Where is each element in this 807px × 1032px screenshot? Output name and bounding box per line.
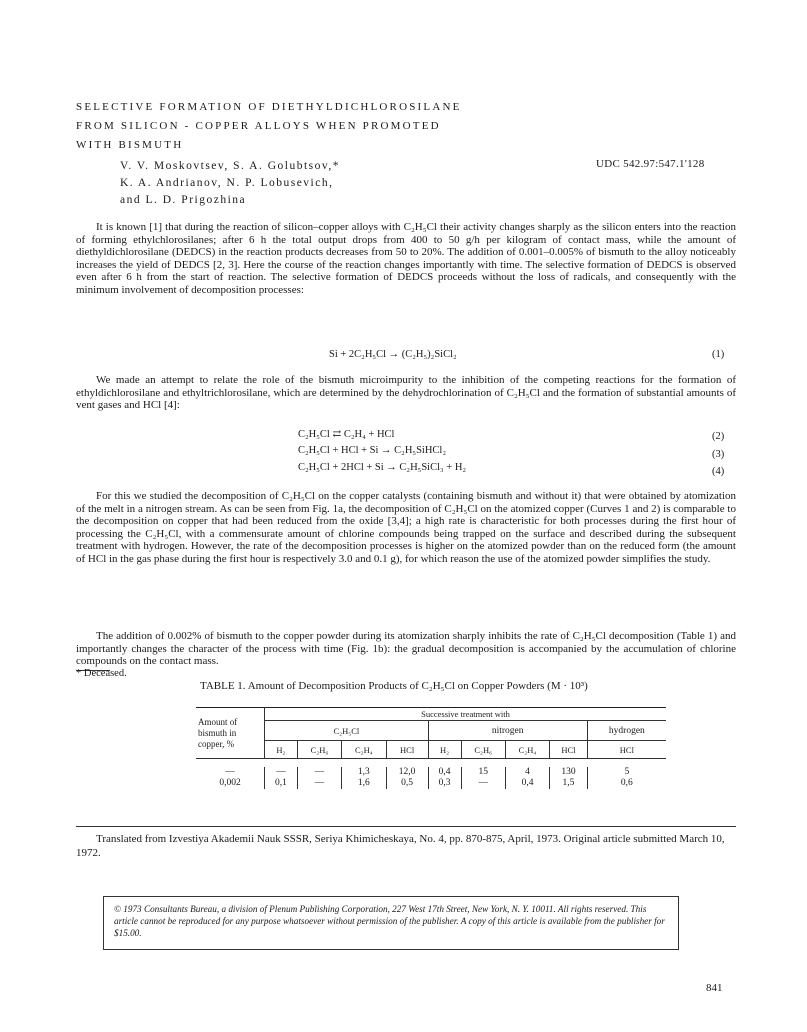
table-cell: 12,0: [386, 767, 428, 778]
equation-3: C₂H₅Cl + HCl + Si → C₂H₅SiHCl₂: [298, 445, 447, 456]
table-subheader: H₂: [265, 741, 298, 759]
table-cell: 0,002: [219, 777, 241, 788]
table-header-amount: [196, 708, 265, 759]
table-subheader: C₂H₄: [505, 741, 549, 759]
table-cell: 1,6: [342, 778, 386, 789]
title-line: FROM SILICON - COPPER ALLOYS WHEN PROMOTED: [76, 120, 441, 132]
footnote-deceased: * Deceased.: [76, 668, 127, 679]
table-cell: —: [297, 767, 341, 778]
udc-code: UDC 542.97:547.1'128: [596, 158, 705, 170]
table-subheader: C₂H₆: [297, 741, 341, 759]
table-subheader: C₂H₄: [342, 741, 386, 759]
table-subheader: HCl: [386, 741, 428, 759]
table-cell: —: [265, 767, 298, 778]
paragraph-bismuth: [76, 630, 736, 668]
table-cell: 0,4: [428, 767, 461, 778]
table-subheader: HCl: [587, 741, 666, 759]
table-header-line: bismuth in: [198, 727, 237, 738]
table-caption: TABLE 1. Amount of Decomposition Products of C₂H₅Cl on Copper Powders (M · 10³): [200, 680, 588, 692]
paragraph-text: We made an attempt to relate the role of the bismuth microimpurity to the inhibition of the competing reactions for the formation of ethyldichlorosilane and ethyltrichlorosilane, which are determined by the dehydrochlorination of C₂H₅Cl and the formation of substantial amounts of vent gases and HCl [4]:: [76, 374, 736, 412]
paragraph-intro: [76, 221, 736, 297]
paragraph-text: The addition of 0.002% of bismuth to the copper powder during its atomization sharply inhibits the rate of C₂H₅Cl decomposition (Table 1) and importantly changes the character of the process with time (Fig. 1b): the gradual decomposition is accompanied by the accumulation of chlorine compounds on the contact mass.: [76, 630, 736, 668]
copyright-box: [103, 896, 679, 950]
equation-number: (3): [712, 449, 725, 460]
translation-text: Translated from Izvestiya Akademii Nauk SSSR, Seriya Khimicheskaya, No. 4, pp. 870-875, April, 1973. Original article submitted March 10, 1972.: [76, 833, 725, 859]
paragraph-aim: [76, 374, 736, 412]
table-cell: —: [297, 778, 341, 789]
equation-number: (1): [712, 349, 725, 360]
title-line: WITH BISMUTH: [76, 139, 184, 151]
translation-divider: [76, 826, 736, 827]
table-cell: 5: [587, 767, 666, 778]
page-number: 841: [706, 982, 723, 994]
copyright-text: © 1973 Consultants Bureau, a division of Plenum Publishing Corporation, 227 West 17th Street, New York, N. Y. 10011. All rights reserved. This article cannot be reproduced for any purpose whatsoever without permission of the publisher. A copy of this article is available from the publisher for $15.00.: [114, 904, 665, 938]
table-group-hydrogen: hydrogen: [587, 721, 666, 741]
article-title: [76, 98, 716, 155]
table-group-header: Successive treatment with: [265, 708, 667, 721]
paragraph-study: [76, 490, 736, 566]
table-group-nitrogen: nitrogen: [428, 721, 587, 741]
authors-line: and L. D. Prigozhina: [120, 194, 247, 206]
table-cell: 15: [461, 767, 505, 778]
table-cell: 0,1: [265, 778, 298, 789]
table-group-c2h5cl: C₂H₅Cl: [265, 721, 429, 741]
equation-number: (4): [712, 466, 725, 477]
table-cell: 0,4: [505, 778, 549, 789]
table-cell: 130: [550, 767, 588, 778]
authors-line: V. V. Moskovtsev, S. A. Golubtsov,*: [120, 160, 341, 172]
table-cell: 0,6: [587, 778, 666, 789]
table-subheader: C₂H₆: [461, 741, 505, 759]
equation-number: (2): [712, 431, 725, 442]
table-subheader: H₂: [428, 741, 461, 759]
table-cell: 1,3: [342, 767, 386, 778]
authors-line: K. A. Andrianov, N. P. Lobusevich,: [120, 177, 334, 189]
paragraph-text: For this we studied the decomposition of C₂H₅Cl on the copper catalysts (containing bismuth and without it) that were obtained by atomization of the melt in a nitrogen stream. As can be seen from Fig. 1a, the decomposition of C₂H₅Cl on the atomized copper (Curves 1 and 2) is comparable to the decomposition on copper that had been reduced from the oxide [3,4]; a high rate is characteristic for both processes during the first hour of processing the C₂H₅Cl, with a commensurate amount of chlorine compounds being trapped on the surface and described during the subsequent treatment with hydrogen. However, the rate of the decomposition processes is higher on the atomized powder than on the reduced form (the amount of HCl in the gas phase during the first hour is respectively 3.0 and 0.1 g), for which reason the use of the atomized powder simplifies the study.: [76, 490, 736, 565]
table-cell: 0,3: [428, 778, 461, 789]
table-row: [196, 778, 666, 789]
paragraph-text: It is known [1] that during the reaction of silicon–copper alloys with C₂H₅Cl their activity changes sharply as the silicon enters into the reaction of forming ethylchlorosilanes; after 6 h the total output drops from 400 to 50 g/h per kilogram of contact mass, while the amount of diethyldichlorosilane (DEDCS) in the reaction products decreases from 50 to 20%. The addition of 0.001–0.005% of bismuth to the alloy noticeably increases the yield of DEDCS [2, 3]. Here the course of the reaction changes importantly with time. The selective formation of DEDCS is observed even after 6 h from the start of reaction. The selective formation of DEDCS proceeds without the loss of radicals, and consequently with the minimum involvement of decomposition processes:: [76, 221, 736, 296]
table-row: [196, 767, 666, 778]
table-header-line: Amount of: [198, 716, 238, 727]
table-cell: 0,5: [386, 778, 428, 789]
table-spacer: [196, 759, 666, 767]
table-subheader: HCl: [550, 741, 588, 759]
table-cell: 1,5: [550, 778, 588, 789]
equation-4: C₂H₅Cl + 2HCl + Si → C₂H₅SiCl₃ + H₂: [298, 462, 467, 473]
title-line: SELECTIVE FORMATION OF DIETHYLDICHLOROSILANE: [76, 101, 462, 113]
equation-2: C₂H₅Cl ⇄ C₂H₄ + HCl: [298, 429, 395, 440]
table-1: [196, 707, 666, 789]
table-cell: 4: [505, 767, 549, 778]
authors-block: [120, 158, 340, 209]
table-cell: —: [225, 766, 235, 777]
equation-1: Si + 2C₂H₅Cl → (C₂H₅)₂SiCl₂: [329, 349, 457, 360]
table-cell: —: [461, 778, 505, 789]
translation-note: [76, 832, 736, 860]
table-header-line: copper, %: [198, 738, 235, 749]
